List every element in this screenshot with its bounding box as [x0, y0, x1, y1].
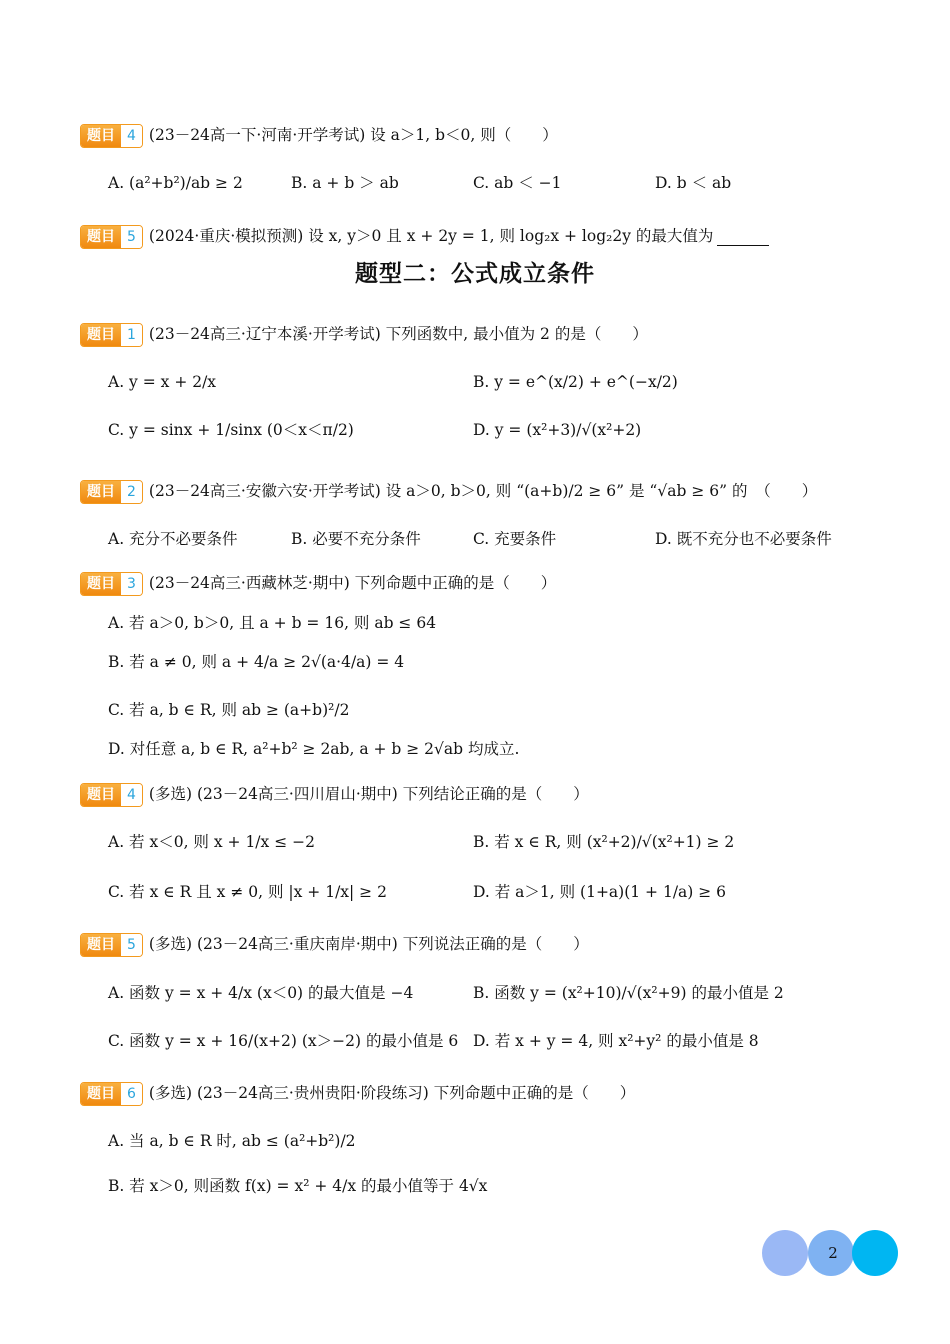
option-b: B. 若 x ∈ R, 则 (x²+2)/√(x²+1) ≥ 2 [473, 833, 735, 851]
option-b: B. 若 x＞0, 则函数 f(x) = x² + 4/x 的最小值等于 4√x [108, 1177, 488, 1195]
page-circle-right [852, 1230, 898, 1276]
question-3 [80, 570, 556, 596]
question-badge: 题目 5 [80, 225, 143, 249]
question-badge: 题目 3 [80, 572, 143, 596]
question-badge: 题目 2 [80, 480, 143, 504]
question-stem: (23－24高三·西藏林芝·期中) 下列命题中正确的是（ ） [148, 574, 557, 592]
option-b: B. a + b ＞ ab [291, 174, 399, 192]
option-b: B. y = e^(x/2) + e^(−x/2) [473, 373, 678, 391]
option-c: C. y = sinx + 1/sinx (0＜x＜π/2) [108, 421, 354, 439]
option-b: B. 函数 y = (x²+10)/√(x²+9) 的最小值是 2 [473, 984, 784, 1002]
question-stem: (23－24高一下·河南·开学考试) 设 a＞1, b＜0, 则（ ） [148, 126, 558, 144]
question-stem: (多选) (23－24高三·重庆南岸·期中) 下列说法正确的是（ ） [148, 935, 589, 953]
question-1 [80, 321, 648, 347]
question-4 [80, 781, 589, 807]
question-badge: 题目 1 [80, 323, 143, 347]
answer-blank [717, 229, 769, 246]
question-stem: (多选) (23－24高三·贵州贵阳·阶段练习) 下列命题中正确的是（ ） [148, 1084, 636, 1102]
option-c: C. 充要条件 [473, 530, 557, 548]
question-badge: 题目 6 [80, 1082, 143, 1106]
option-c: C. 若 x ∈ R 且 x ≠ 0, 则 |x + 1/x| ≥ 2 [108, 883, 387, 901]
page-number: 2 [828, 1244, 838, 1262]
option-b: B. 若 a ≠ 0, 则 a + 4/a ≥ 2√(a·4/a) = 4 [108, 653, 405, 671]
question-badge: 题目 5 [80, 933, 143, 957]
section-title: 题型二：公式成立条件 [355, 261, 595, 287]
question-5-top [80, 223, 769, 249]
option-d: D. 对任意 a, b ∈ R, a²+b² ≥ 2ab, a + b ≥ 2√ab 均成立. [108, 740, 520, 758]
question-badge: 题目 4 [80, 783, 143, 807]
option-c: C. 若 a, b ∈ R, 则 ab ≥ (a+b)²/2 [108, 701, 350, 719]
question-2 [80, 478, 817, 504]
question-badge: 题目 4 [80, 124, 143, 148]
question-stem: (23－24高三·安徽六安·开学考试) 设 a＞0, b＞0, 则 “(a+b)/2 ≥ 6” 是 “√ab ≥ 6” 的 （ ） [148, 482, 818, 500]
option-c: C. ab ＜ −1 [473, 174, 562, 192]
option-d: D. b ＜ ab [655, 174, 732, 192]
option-a: A. 函数 y = x + 4/x (x＜0) 的最大值是 −4 [108, 984, 414, 1002]
option-a: A. (a²+b²)/ab ≥ 2 [108, 174, 243, 192]
question-stem: (2024·重庆·模拟预测) 设 x, y＞0 且 x + 2y = 1, 则 log₂x + log₂2y 的最大值为 [148, 227, 714, 245]
option-a: A. y = x + 2/x [108, 373, 217, 391]
option-d: D. 既不充分也不必要条件 [655, 530, 832, 548]
option-a: A. 充分不必要条件 [108, 530, 238, 548]
option-d: D. y = (x²+3)/√(x²+2) [473, 421, 642, 439]
question-4-top [80, 122, 558, 148]
option-c: C. 函数 y = x + 16/(x+2) (x＞−2) 的最小值是 6 [108, 1032, 459, 1050]
option-a: A. 若 a＞0, b＞0, 且 a + b = 16, 则 ab ≤ 64 [108, 614, 437, 632]
page-circle-left [762, 1230, 808, 1276]
question-6 [80, 1080, 635, 1106]
option-d: D. 若 x + y = 4, 则 x²+y² 的最小值是 8 [473, 1032, 759, 1050]
option-b: B. 必要不充分条件 [291, 530, 421, 548]
option-d: D. 若 a＞1, 则 (1+a)(1 + 1/a) ≥ 6 [473, 883, 727, 901]
question-stem: (多选) (23－24高三·四川眉山·期中) 下列结论正确的是（ ） [148, 785, 589, 803]
question-5 [80, 931, 589, 957]
option-a: A. 若 x＜0, 则 x + 1/x ≤ −2 [108, 833, 315, 851]
question-stem: (23－24高三·辽宁本溪·开学考试) 下列函数中, 最小值为 2 的是（ ） [148, 325, 648, 343]
option-a: A. 当 a, b ∈ R 时, ab ≤ (a²+b²)/2 [108, 1132, 356, 1150]
